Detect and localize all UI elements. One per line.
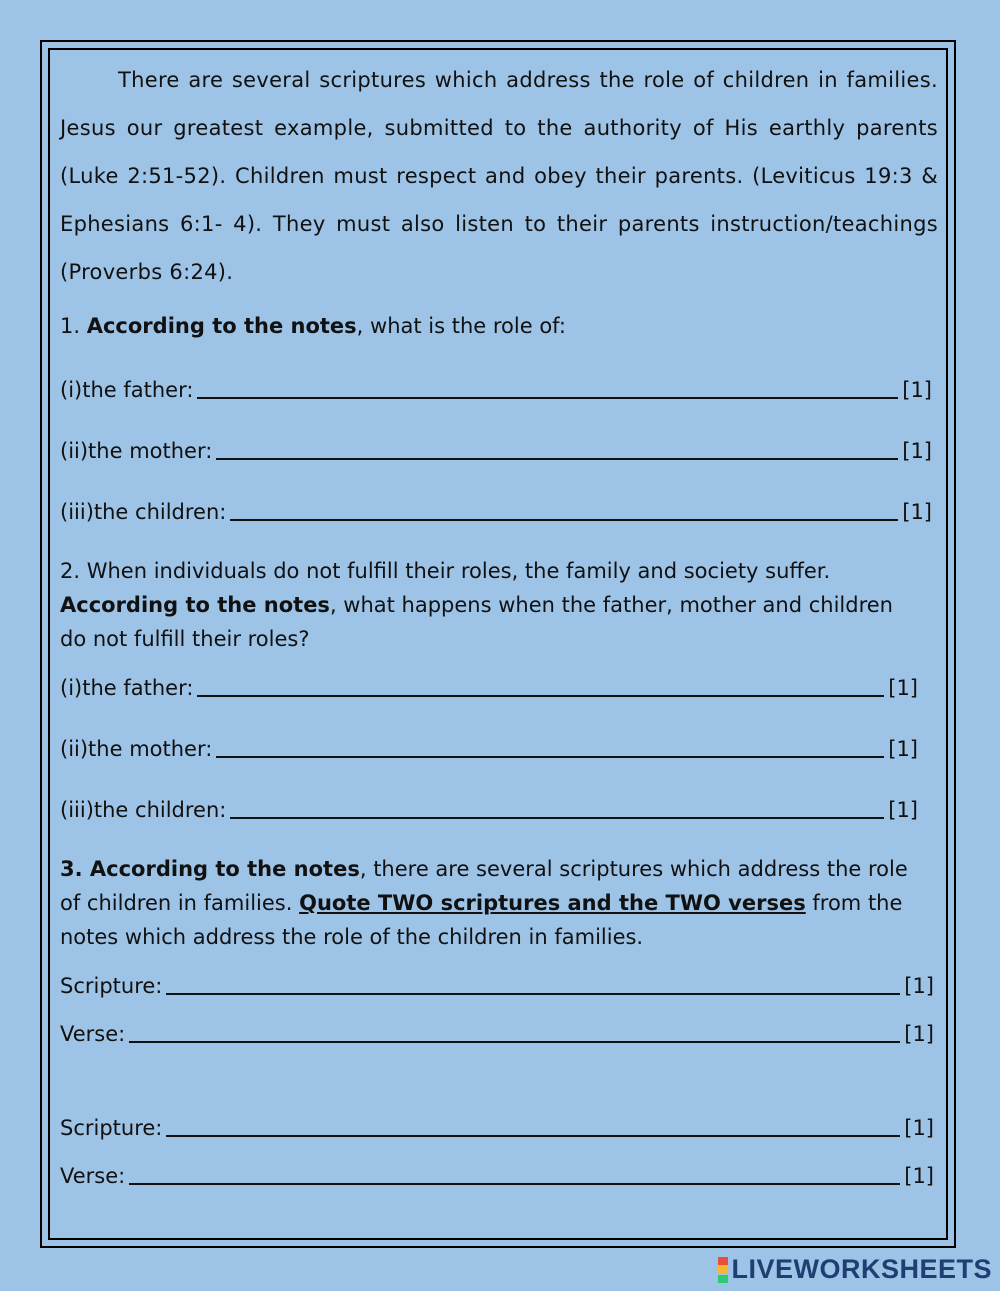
q2-line1: 2. When individuals do not fulfill their roles, the family and society suffer.: [60, 559, 831, 583]
logo-icon-block-3: [718, 1275, 728, 1283]
q3-label-scripture-2: Scripture:: [60, 1116, 163, 1140]
q2-answer-field-children[interactable]: [230, 795, 884, 819]
q1-mark-father: [1]: [902, 378, 932, 402]
q1-label-mother: (ii)the mother:: [60, 439, 213, 463]
q2-label-children: (iii)the children:: [60, 798, 227, 822]
q2-label-father: (i)the father:: [60, 676, 194, 700]
q2-answer-field-mother[interactable]: [216, 734, 884, 758]
q1-mark-children: [1]: [902, 500, 932, 524]
q1-label-children: (iii)the children:: [60, 500, 227, 524]
q1-mark-mother: [1]: [902, 439, 932, 463]
q2-bold: According to the notes: [60, 593, 330, 617]
q2-answer-row-children: [60, 792, 918, 822]
logo-icon-block-1: [718, 1257, 728, 1265]
q3-mark-scripture-1: [1]: [904, 974, 934, 998]
q2-rest: , what happens when the father, mother and children do not fulfill their roles?: [60, 593, 893, 651]
q1-number: 1.: [60, 314, 81, 338]
q3-answer-field-scripture-1[interactable]: [166, 971, 900, 995]
q1-prompt: [60, 314, 566, 338]
q3-mark-verse-2: [1]: [904, 1164, 934, 1188]
q2-mark-mother: [1]: [888, 737, 918, 761]
q2-mark-children: [1]: [888, 798, 918, 822]
q3-mark-verse-1: [1]: [904, 1022, 934, 1046]
q2-prompt: [60, 554, 920, 656]
q2-mark-father: [1]: [888, 676, 918, 700]
q3-underlined: Quote TWO scriptures and the TWO verses: [299, 891, 806, 915]
q2-answer-row-mother: [60, 731, 918, 761]
q1-answer-row-mother: [60, 433, 932, 463]
q3-label-verse-1: Verse:: [60, 1022, 126, 1046]
q3-label-scripture-1: Scripture:: [60, 974, 163, 998]
q3-prompt: [60, 852, 920, 954]
logo-icon-block-2: [718, 1266, 728, 1274]
q1-rest: , what is the role of:: [356, 314, 566, 338]
q3-verse-row-2: [60, 1158, 934, 1188]
q3-bold: 3. According to the notes: [60, 857, 360, 881]
liveworksheets-logo[interactable]: [718, 1254, 992, 1285]
q3-text2: from the notes which address the role of the children in families.: [60, 891, 903, 949]
q3-answer-field-verse-2[interactable]: [129, 1161, 900, 1185]
intro-paragraph: There are several scriptures which address the role of children in families. Jesus our greatest example, submitted to the authority of His earthly parents (Luke 2:51-52). Children must respect and obey their parents. (Leviticus 19:3 & Ephesians 6:1- 4). They must also listen to their parents instruction/teachings (Proverbs 6:24).: [60, 68, 938, 284]
q3-mark-scripture-2: [1]: [904, 1116, 934, 1140]
q2-label-mother: (ii)the mother:: [60, 737, 213, 761]
q2-answer-field-father[interactable]: [197, 673, 884, 697]
q1-answer-row-father: [60, 372, 932, 402]
q1-label-father: (i)the father:: [60, 378, 194, 402]
q1-answer-field-father[interactable]: [197, 375, 898, 399]
q1-answer-field-mother[interactable]: [216, 436, 898, 460]
q1-bold: According to the notes: [86, 314, 357, 338]
q2-answer-row-father: [60, 670, 918, 700]
q1-answer-field-children[interactable]: [230, 497, 898, 521]
logo-text: LIVEWORKSHEETS: [731, 1254, 992, 1284]
q3-answer-field-verse-1[interactable]: [129, 1019, 900, 1043]
q3-scripture-row-1: [60, 968, 934, 998]
q1-answer-row-children: [60, 494, 932, 524]
q3-answer-field-scripture-2[interactable]: [166, 1113, 900, 1137]
q3-label-verse-2: Verse:: [60, 1164, 126, 1188]
q3-scripture-row-2: [60, 1110, 934, 1140]
q3-text1: , there are several scriptures which address the role of children in families.: [60, 857, 908, 915]
q3-verse-row-1: [60, 1016, 934, 1046]
liveworksheets-icon: [718, 1257, 728, 1283]
